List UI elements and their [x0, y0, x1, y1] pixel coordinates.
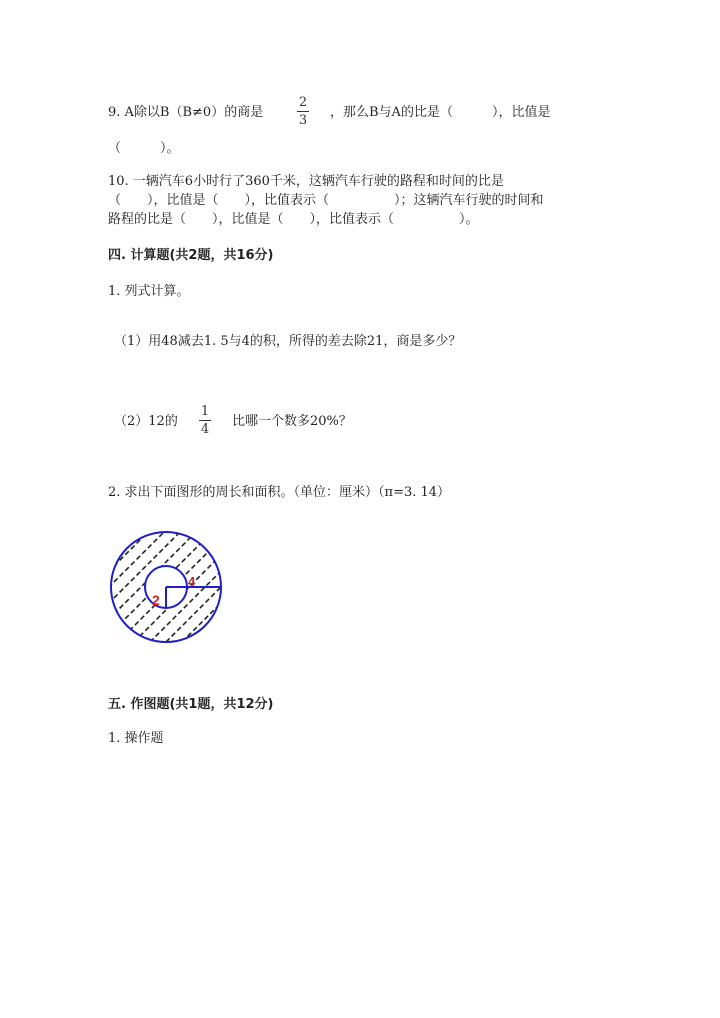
section4-q1-sub2-prefix: （2）12的 [114, 414, 178, 429]
outer-radius-label: 4 [188, 574, 196, 589]
q9-text-part1: 9. A除以B（B≠0）的商是 [108, 105, 264, 120]
annulus-figure [107, 527, 227, 647]
section4-q1-sub2-suffix: 比哪一个数多20%？ [232, 414, 352, 429]
fraction-denominator: 4 [200, 422, 210, 437]
fraction-numerator: 1 [200, 404, 210, 419]
q9-text-line2: （ ）。 [108, 141, 180, 156]
q9-text-part2: ，那么B与A的比是（ ），比值是 [330, 105, 551, 120]
q10-text-line1: 10. 一辆汽车6小时行了360千米，这辆汽车行驶的路程和时间的比是 [108, 174, 504, 189]
section5-title: 五. 作图题(共1题，共12分) [108, 697, 274, 712]
q10-text-line2: （ ），比值是（ ），比值表示（ ）；这辆汽车行驶的时间和 [108, 193, 544, 208]
q10-text-line3: 路程的比是（ ），比值是（ ），比值表示（ ）。 [108, 212, 479, 227]
section4-q2: 2. 求出下面图形的周长和面积。（单位：厘米）（π=3. 14） [108, 485, 451, 500]
section4-q1: 1. 列式计算。 [108, 284, 190, 299]
fraction-numerator: 2 [298, 95, 308, 110]
section5-q1: 1. 操作题 [108, 731, 164, 746]
q9-fraction [293, 95, 313, 128]
section4-title: 四. 计算题(共2题，共16分) [108, 248, 274, 263]
fraction-denominator: 3 [298, 113, 308, 128]
inner-radius-label: 2 [152, 592, 160, 608]
section4-q1-sub1: （1）用48减去1. 5与4的积，所得的差去除21，商是多少？ [114, 334, 462, 349]
sub2-fraction [195, 404, 215, 437]
